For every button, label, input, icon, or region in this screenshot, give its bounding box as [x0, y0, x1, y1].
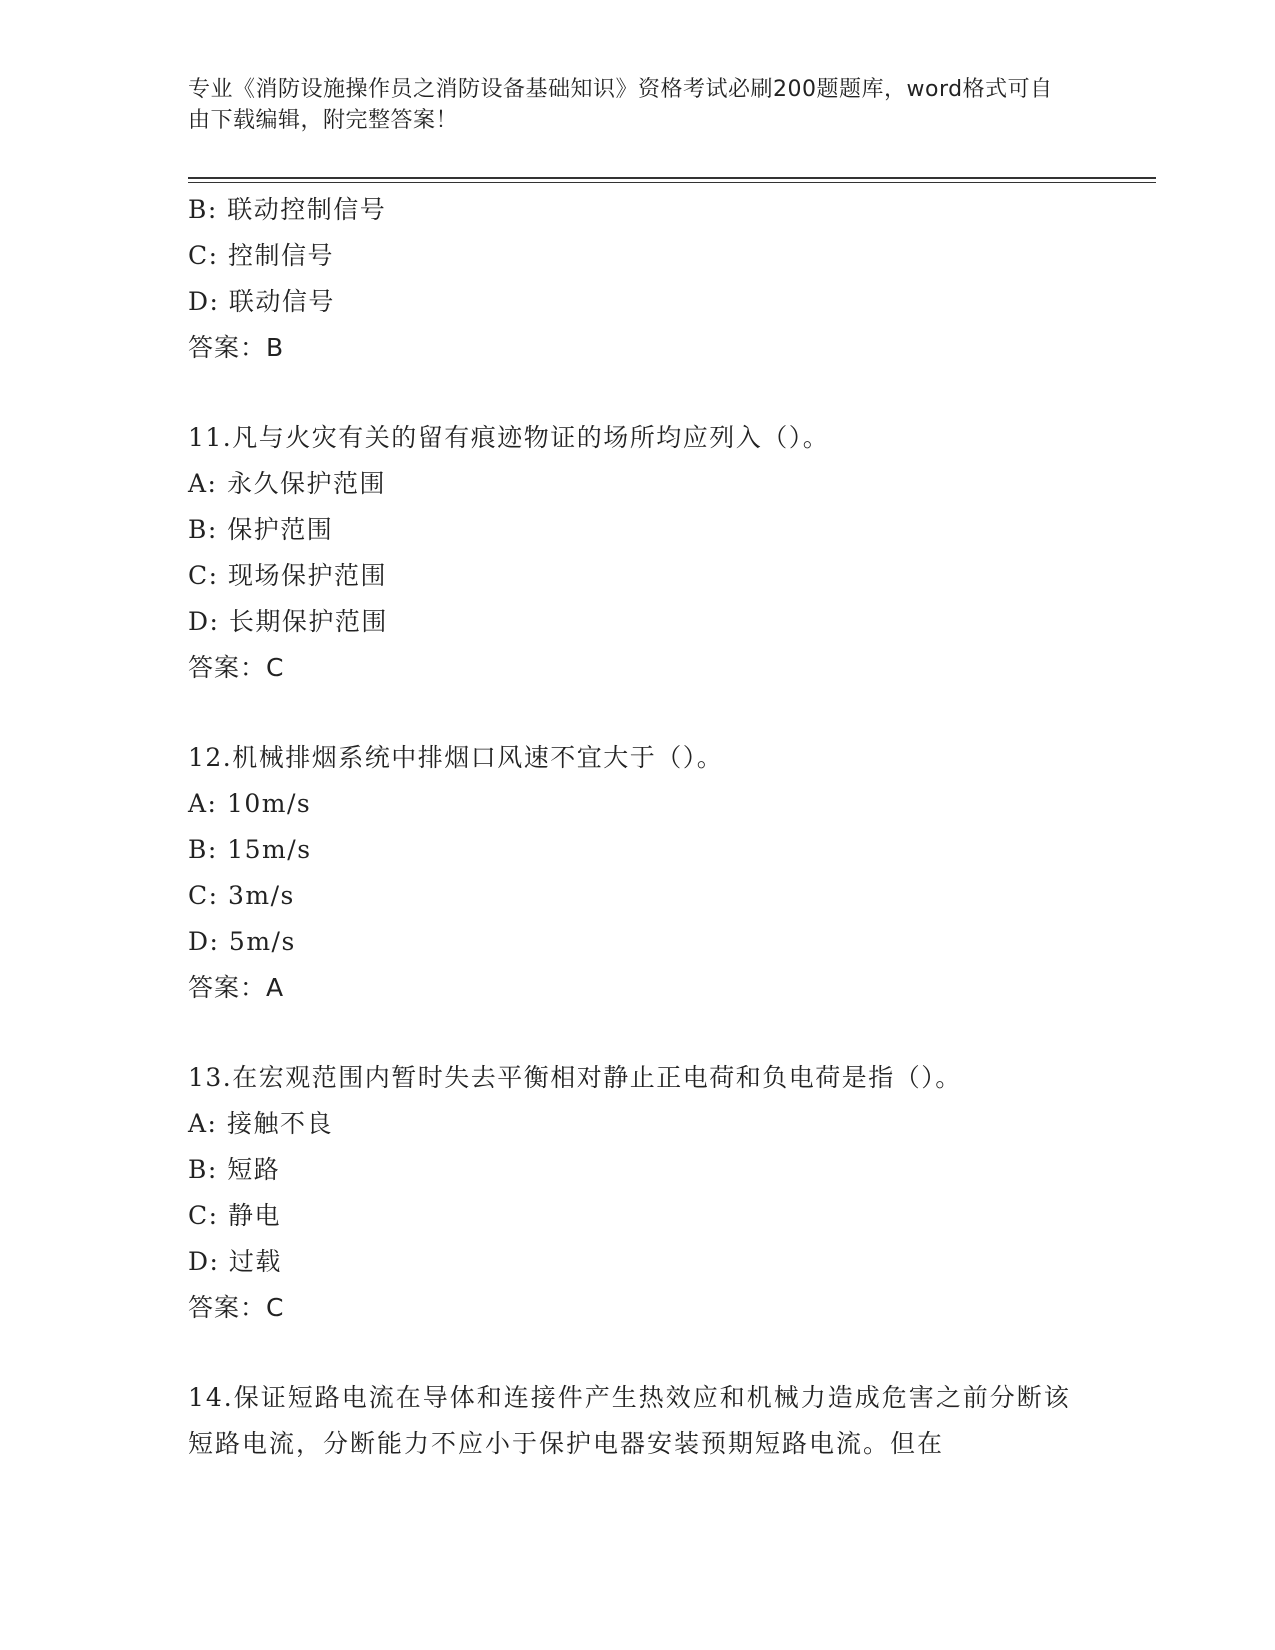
option-d [188, 1239, 1088, 1285]
option-text: 保护范围 [227, 515, 334, 544]
option-label: B: [188, 1155, 218, 1184]
option-b [188, 1147, 1088, 1193]
option-b [188, 507, 1088, 553]
question-stem: 12.机械排烟系统中排烟口风速不宜大于（）。 [188, 743, 724, 772]
option-a [188, 461, 1088, 507]
partial-question [188, 187, 1088, 371]
option-d [188, 279, 1088, 325]
option-label: D: [188, 607, 220, 636]
answer-line: 答案：B [188, 333, 285, 362]
option-label: C: [188, 561, 219, 590]
option-c [188, 233, 1088, 279]
option-text: 控制信号 [228, 241, 335, 270]
option-text: 5m/s [228, 927, 296, 956]
question-14 [188, 1375, 1088, 1467]
option-label: D: [188, 1247, 220, 1276]
option-text: 3m/s [228, 881, 295, 910]
question-12 [188, 735, 1088, 1011]
option-label: B: [188, 515, 218, 544]
option-text: 短路 [227, 1155, 281, 1184]
question-list [188, 187, 1088, 1467]
option-label: C: [188, 241, 219, 270]
option-d [188, 919, 1088, 965]
header-rule-thin [188, 182, 1156, 183]
question-13 [188, 1055, 1088, 1331]
answer-line: 答案：C [188, 653, 285, 682]
option-text: 长期保护范围 [228, 607, 388, 636]
option-text: 15m/s [227, 835, 312, 864]
option-label: A: [188, 1109, 218, 1138]
option-label: C: [188, 881, 219, 910]
document-header: 专业《消防设施操作员之消防设备基础知识》资格考试必刷200题题库，word格式可自由下载编辑，附完整答案！ [188, 77, 1053, 133]
option-text: 联动信号 [228, 287, 335, 316]
option-text: 过载 [228, 1247, 282, 1276]
option-text: 静电 [228, 1201, 282, 1230]
answer-line: 答案：C [188, 1293, 285, 1322]
option-c [188, 1193, 1088, 1239]
option-b [188, 827, 1088, 873]
header-rule-thick [188, 177, 1156, 179]
answer-line: 答案：A [188, 973, 285, 1002]
option-text: 接触不良 [226, 1109, 333, 1138]
question-stem: 13.在宏观范围内暂时失去平衡相对静止正电荷和负电荷是指（）。 [188, 1063, 962, 1092]
option-label: D: [188, 287, 220, 316]
option-label: B: [188, 195, 218, 224]
option-label: A: [188, 789, 218, 818]
option-c [188, 873, 1088, 919]
option-label: D: [188, 927, 220, 956]
option-text: 联动控制信号 [227, 195, 387, 224]
option-label: B: [188, 835, 218, 864]
question-stem: 14.保证短路电流在导体和连接件产生热效应和机械力造成危害之前分断该短路电流，分断能力不应小于保护电器安装预期短路电流。但在 [188, 1383, 1071, 1458]
option-a [188, 781, 1088, 827]
option-d [188, 599, 1088, 645]
question-11 [188, 415, 1088, 691]
option-label: C: [188, 1201, 219, 1230]
question-stem: 11.凡与火灾有关的留有痕迹物证的场所均应列入（）。 [188, 423, 830, 452]
option-label: A: [188, 469, 218, 498]
option-text: 永久保护范围 [226, 469, 386, 498]
option-text: 10m/s [226, 789, 312, 818]
option-b [188, 187, 1088, 233]
option-text: 现场保护范围 [228, 561, 388, 590]
option-a [188, 1101, 1088, 1147]
option-c [188, 553, 1088, 599]
